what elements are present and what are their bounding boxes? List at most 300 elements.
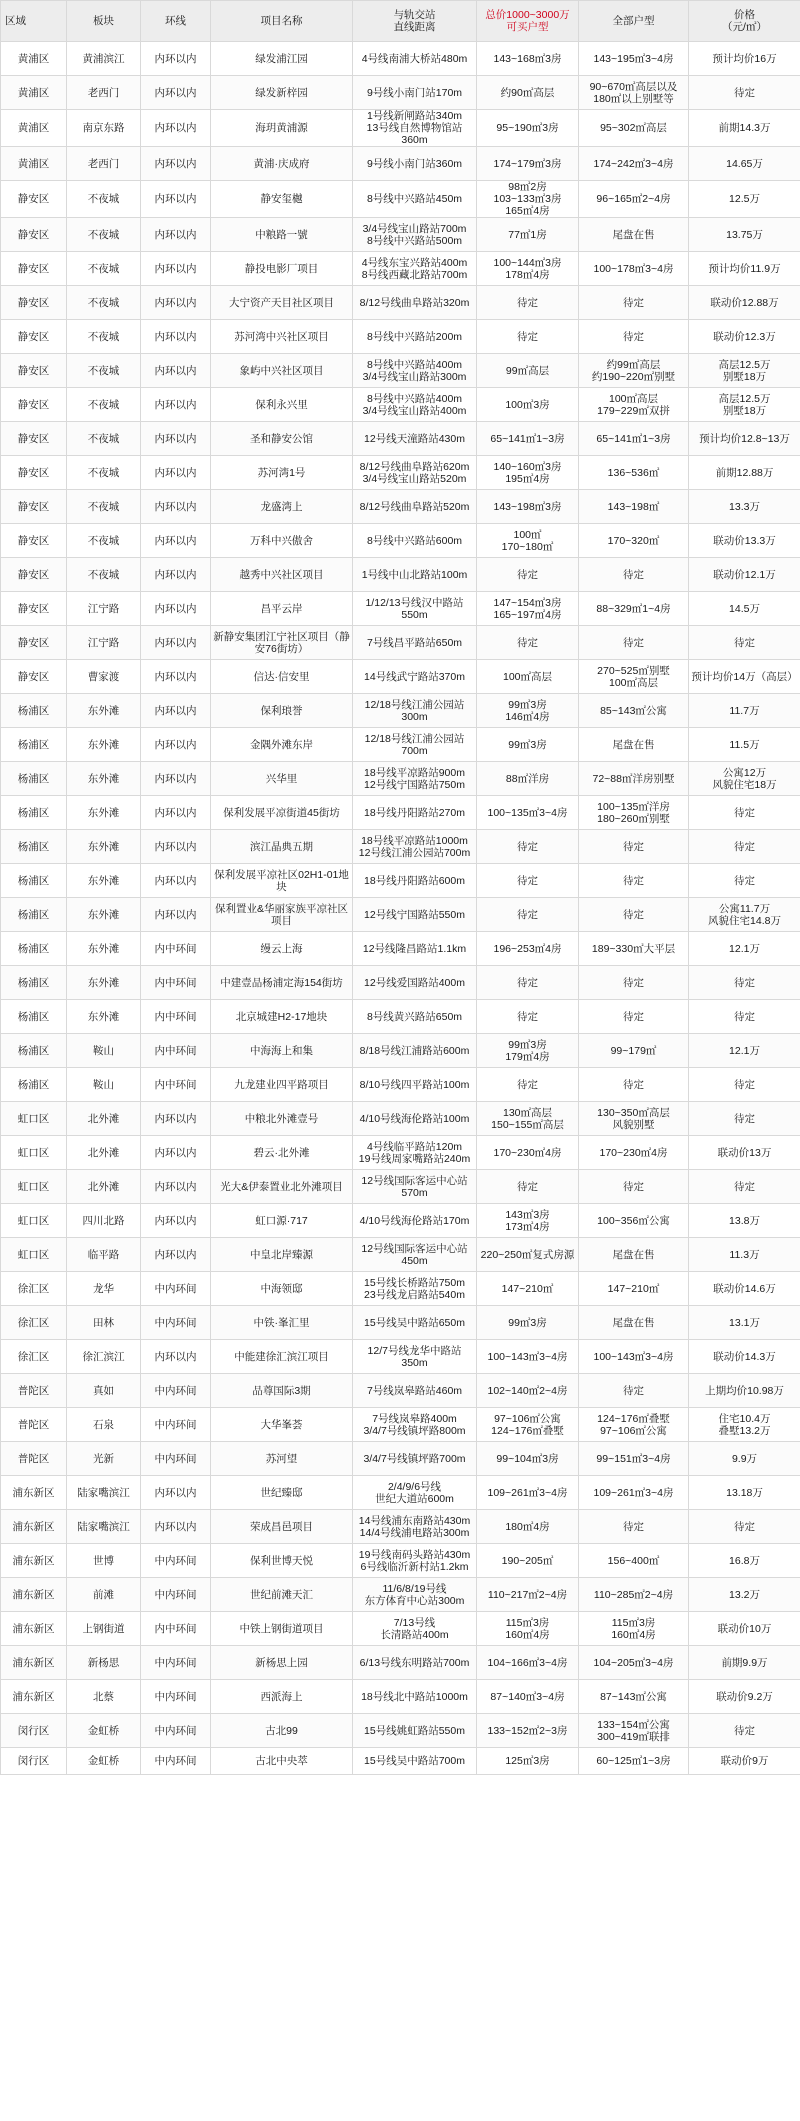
cell-sector: 不夜城 (67, 490, 141, 524)
cell-sector: 陆家嘴滨江 (67, 1510, 141, 1544)
cell-price: 13.1万 (689, 1306, 800, 1340)
cell-ring: 内环以内 (141, 728, 211, 762)
cell-sector: 不夜城 (67, 456, 141, 490)
cell-ring: 内环以内 (141, 456, 211, 490)
cell-all-types: 100~356㎡公寓 (579, 1204, 689, 1238)
cell-affordable-types: 99㎡3房 (477, 1306, 579, 1340)
cell-affordable-types: 125㎡3房 (477, 1748, 579, 1775)
cell-sector: 东外滩 (67, 864, 141, 898)
cell-price: 联动价9万 (689, 1748, 800, 1775)
table-row (1, 1170, 800, 1204)
cell-price: 联动价13万 (689, 1136, 800, 1170)
table-row (1, 728, 800, 762)
cell-metro-distance: 12/18号线江浦公园站 700m (353, 728, 477, 762)
cell-metro-distance: 7号线岚皋路站460m (353, 1374, 477, 1408)
cell-affordable-types: 99㎡3房 146㎡4房 (477, 694, 579, 728)
cell-ring: 中内环间 (141, 1680, 211, 1714)
cell-price: 联动价12.88万 (689, 286, 800, 320)
cell-price: 9.9万 (689, 1442, 800, 1476)
cell-district: 杨浦区 (1, 728, 67, 762)
cell-affordable-types: 104~166㎡3~4房 (477, 1646, 579, 1680)
cell-price: 待定 (689, 1102, 800, 1136)
cell-ring: 内环以内 (141, 592, 211, 626)
cell-metro-distance: 7号线岚皋路400m 3/4/7号线镇坪路800m (353, 1408, 477, 1442)
cell-metro-distance: 4/10号线海伦路站170m (353, 1204, 477, 1238)
cell-affordable-types: 95~190㎡3房 (477, 110, 579, 147)
cell-district: 黄浦区 (1, 76, 67, 110)
cell-sector: 不夜城 (67, 524, 141, 558)
cell-price: 公寓12万 风貌住宅18万 (689, 762, 800, 796)
cell-all-types: 174~242㎡3~4房 (579, 147, 689, 181)
cell-sector: 金虹桥 (67, 1748, 141, 1775)
cell-ring: 内环以内 (141, 694, 211, 728)
cell-metro-distance: 12号线国际客运中心站 450m (353, 1238, 477, 1272)
cell-district: 静安区 (1, 181, 67, 218)
cell-all-types: 100㎡高层 179~229㎡双拼 (579, 388, 689, 422)
header-project: 项目名称 (211, 1, 353, 42)
cell-sector: 老西门 (67, 147, 141, 181)
table-row (1, 1374, 800, 1408)
cell-ring: 内环以内 (141, 864, 211, 898)
table-row (1, 218, 800, 252)
cell-metro-distance: 18号线丹阳路站600m (353, 864, 477, 898)
cell-project: 缦云上海 (211, 932, 353, 966)
cell-sector: 徐汇滨江 (67, 1340, 141, 1374)
cell-affordable-types: 88㎡洋房 (477, 762, 579, 796)
cell-price: 待定 (689, 626, 800, 660)
cell-district: 静安区 (1, 422, 67, 456)
cell-price: 13.8万 (689, 1204, 800, 1238)
cell-ring: 中内环间 (141, 1578, 211, 1612)
cell-sector: 北外滩 (67, 1136, 141, 1170)
cell-all-types: 115㎡3房 160㎡4房 (579, 1612, 689, 1646)
cell-all-types: 130~350㎡高层 风貌别墅 (579, 1102, 689, 1136)
table-row (1, 558, 800, 592)
header-metro-distance: 与轨交站 直线距离 (353, 1, 477, 42)
cell-affordable-types: 190~205㎡ (477, 1544, 579, 1578)
cell-district: 浦东新区 (1, 1680, 67, 1714)
header-ring: 环线 (141, 1, 211, 42)
cell-metro-distance: 19号线南码头路站430m 6号线临沂新村站1.2km (353, 1544, 477, 1578)
cell-district: 静安区 (1, 354, 67, 388)
cell-ring: 内环以内 (141, 181, 211, 218)
table-row (1, 1340, 800, 1374)
cell-price: 13.2万 (689, 1578, 800, 1612)
cell-ring: 中内环间 (141, 1714, 211, 1748)
cell-all-types: 待定 (579, 898, 689, 932)
cell-district: 静安区 (1, 320, 67, 354)
cell-all-types: 待定 (579, 558, 689, 592)
table-row (1, 898, 800, 932)
cell-price: 联动价10万 (689, 1612, 800, 1646)
cell-sector: 石泉 (67, 1408, 141, 1442)
header-all-types: 全部户型 (579, 1, 689, 42)
cell-sector: 不夜城 (67, 218, 141, 252)
cell-metro-distance: 18号线平凉路站900m 12号线宁国路站750m (353, 762, 477, 796)
cell-ring: 内环以内 (141, 660, 211, 694)
cell-all-types: 待定 (579, 1170, 689, 1204)
cell-metro-distance: 12号线宁国路站550m (353, 898, 477, 932)
cell-metro-distance: 15号线姚虹路站550m (353, 1714, 477, 1748)
cell-project: 九龙建业四平路项目 (211, 1068, 353, 1102)
cell-metro-distance: 12号线天潼路站430m (353, 422, 477, 456)
cell-district: 黄浦区 (1, 110, 67, 147)
cell-ring: 内环以内 (141, 320, 211, 354)
cell-ring: 内环以内 (141, 830, 211, 864)
cell-project: 保利永兴里 (211, 388, 353, 422)
cell-affordable-types: 147~154㎡3房 165~197㎡4房 (477, 592, 579, 626)
cell-price: 待定 (689, 966, 800, 1000)
cell-project: 海玥黄浦源 (211, 110, 353, 147)
cell-affordable-types: 待定 (477, 830, 579, 864)
table-row (1, 1646, 800, 1680)
cell-ring: 内环以内 (141, 1476, 211, 1510)
cell-sector: 四川北路 (67, 1204, 141, 1238)
cell-ring: 内环以内 (141, 524, 211, 558)
cell-sector: 北外滩 (67, 1170, 141, 1204)
cell-price: 12.1万 (689, 932, 800, 966)
cell-all-types: 270~525㎡别墅 100㎡高层 (579, 660, 689, 694)
cell-affordable-types: 140~160㎡3房 195㎡4房 (477, 456, 579, 490)
cell-all-types: 待定 (579, 320, 689, 354)
cell-sector: 田林 (67, 1306, 141, 1340)
cell-ring: 内环以内 (141, 558, 211, 592)
cell-district: 浦东新区 (1, 1612, 67, 1646)
table-row (1, 147, 800, 181)
cell-ring: 内中环间 (141, 1000, 211, 1034)
cell-project: 品尊国际3期 (211, 1374, 353, 1408)
cell-affordable-types: 180㎡4房 (477, 1510, 579, 1544)
cell-price: 13.75万 (689, 218, 800, 252)
cell-sector: 上钢街道 (67, 1612, 141, 1646)
cell-sector: 东外滩 (67, 796, 141, 830)
cell-sector: 东外滩 (67, 898, 141, 932)
cell-district: 静安区 (1, 592, 67, 626)
cell-district: 静安区 (1, 660, 67, 694)
cell-ring: 内环以内 (141, 1136, 211, 1170)
cell-project: 新静安集团江宁社区项目（静安76街坊） (211, 626, 353, 660)
cell-sector: 南京东路 (67, 110, 141, 147)
cell-project: 苏河望 (211, 1442, 353, 1476)
cell-price: 预计均价16万 (689, 42, 800, 76)
cell-price: 上期均价10.98万 (689, 1374, 800, 1408)
cell-ring: 内环以内 (141, 422, 211, 456)
cell-project: 中海海上和集 (211, 1034, 353, 1068)
table-row (1, 286, 800, 320)
cell-ring: 内中环间 (141, 932, 211, 966)
table-row (1, 1102, 800, 1136)
cell-price: 待定 (689, 76, 800, 110)
cell-sector: 不夜城 (67, 388, 141, 422)
table-row (1, 694, 800, 728)
cell-all-types: 99~179㎡ (579, 1034, 689, 1068)
cell-sector: 鞍山 (67, 1068, 141, 1102)
cell-district: 徐汇区 (1, 1340, 67, 1374)
cell-affordable-types: 115㎡3房 160㎡4房 (477, 1612, 579, 1646)
table-row (1, 626, 800, 660)
cell-sector: 金虹桥 (67, 1714, 141, 1748)
cell-all-types: 60~125㎡1~3房 (579, 1748, 689, 1775)
cell-ring: 内环以内 (141, 388, 211, 422)
cell-project: 中铁上钢街道项目 (211, 1612, 353, 1646)
cell-all-types: 待定 (579, 864, 689, 898)
table-row (1, 1510, 800, 1544)
cell-all-types: 96~165㎡2~4房 (579, 181, 689, 218)
cell-district: 杨浦区 (1, 694, 67, 728)
cell-metro-distance: 8号线中兴路站450m (353, 181, 477, 218)
cell-ring: 内环以内 (141, 796, 211, 830)
cell-project: 苏河湾1号 (211, 456, 353, 490)
cell-metro-distance: 8/10号线四平路站100m (353, 1068, 477, 1102)
table-row (1, 796, 800, 830)
cell-ring: 内环以内 (141, 76, 211, 110)
table-header-row (1, 1, 800, 42)
cell-district: 浦东新区 (1, 1476, 67, 1510)
cell-metro-distance: 2/4/9/6号线 世纪大道站600m (353, 1476, 477, 1510)
cell-sector: 江宁路 (67, 592, 141, 626)
table-row (1, 76, 800, 110)
table-row (1, 354, 800, 388)
cell-project: 保利发展平凉街道45街坊 (211, 796, 353, 830)
cell-district: 静安区 (1, 388, 67, 422)
cell-price: 预计均价14万（高层） (689, 660, 800, 694)
cell-project: 荣成昌邑项目 (211, 1510, 353, 1544)
cell-affordable-types: 174~179㎡3房 (477, 147, 579, 181)
cell-price: 11.5万 (689, 728, 800, 762)
cell-project: 越秀中兴社区项目 (211, 558, 353, 592)
cell-project: 中铁·峯汇里 (211, 1306, 353, 1340)
cell-metro-distance: 7/13号线 长清路站400m (353, 1612, 477, 1646)
cell-affordable-types: 约90㎡高层 (477, 76, 579, 110)
cell-all-types: 65~141㎡1~3房 (579, 422, 689, 456)
cell-ring: 中内环间 (141, 1442, 211, 1476)
cell-all-types: 99~151㎡3~4房 (579, 1442, 689, 1476)
cell-district: 普陀区 (1, 1374, 67, 1408)
cell-all-types: 待定 (579, 626, 689, 660)
cell-project: 西派海上 (211, 1680, 353, 1714)
table-row (1, 320, 800, 354)
cell-metro-distance: 8号线中兴路站200m (353, 320, 477, 354)
cell-metro-distance: 8号线中兴路站400m 3/4号线宝山路站400m (353, 388, 477, 422)
cell-sector: 不夜城 (67, 558, 141, 592)
table-row (1, 1748, 800, 1775)
cell-sector: 江宁路 (67, 626, 141, 660)
cell-ring: 中内环间 (141, 1544, 211, 1578)
cell-price: 待定 (689, 830, 800, 864)
cell-project: 虹口源·717 (211, 1204, 353, 1238)
cell-district: 浦东新区 (1, 1578, 67, 1612)
cell-district: 闵行区 (1, 1748, 67, 1775)
cell-sector: 临平路 (67, 1238, 141, 1272)
cell-project: 大宁资产天目社区项目 (211, 286, 353, 320)
cell-project: 黄浦·庆成府 (211, 147, 353, 181)
cell-affordable-types: 100㎡3房 (477, 388, 579, 422)
cell-district: 静安区 (1, 456, 67, 490)
cell-all-types: 尾盘在售 (579, 728, 689, 762)
cell-price: 高层12.5万 别墅18万 (689, 388, 800, 422)
cell-all-types: 156~400㎡ (579, 1544, 689, 1578)
cell-sector: 光新 (67, 1442, 141, 1476)
cell-metro-distance: 8/18号线江浦路站600m (353, 1034, 477, 1068)
cell-price: 16.8万 (689, 1544, 800, 1578)
cell-affordable-types: 98㎡2房 103~133㎡3房 165㎡4房 (477, 181, 579, 218)
table-row (1, 592, 800, 626)
cell-metro-distance: 1号线中山北路站100m (353, 558, 477, 592)
cell-district: 静安区 (1, 286, 67, 320)
cell-district: 杨浦区 (1, 796, 67, 830)
cell-affordable-types: 65~141㎡1~3房 (477, 422, 579, 456)
cell-district: 杨浦区 (1, 1034, 67, 1068)
cell-all-types: 136~536㎡ (579, 456, 689, 490)
cell-sector: 不夜城 (67, 252, 141, 286)
cell-district: 普陀区 (1, 1408, 67, 1442)
cell-price: 预计均价11.9万 (689, 252, 800, 286)
cell-affordable-types: 130㎡高层 150~155㎡高层 (477, 1102, 579, 1136)
cell-ring: 内环以内 (141, 147, 211, 181)
cell-all-types: 尾盘在售 (579, 1238, 689, 1272)
cell-metro-distance: 4号线东宝兴路站400m 8号线西藏北路站700m (353, 252, 477, 286)
table-row (1, 1578, 800, 1612)
cell-affordable-types: 110~217㎡2~4房 (477, 1578, 579, 1612)
cell-affordable-types: 待定 (477, 1170, 579, 1204)
cell-all-types: 约99㎡高层 约190~220㎡别墅 (579, 354, 689, 388)
cell-sector: 不夜城 (67, 354, 141, 388)
cell-price: 14.65万 (689, 147, 800, 181)
cell-all-types: 100~143㎡3~4房 (579, 1340, 689, 1374)
cell-all-types: 100~178㎡3~4房 (579, 252, 689, 286)
table-row (1, 1136, 800, 1170)
cell-sector: 真如 (67, 1374, 141, 1408)
cell-metro-distance: 12号线国际客运中心站 570m (353, 1170, 477, 1204)
cell-district: 静安区 (1, 558, 67, 592)
cell-district: 虹口区 (1, 1204, 67, 1238)
cell-metro-distance: 14号线浦东南路站430m 14/4号线浦电路站300m (353, 1510, 477, 1544)
cell-price: 高层12.5万 别墅18万 (689, 354, 800, 388)
table-row (1, 1408, 800, 1442)
cell-ring: 中内环间 (141, 1408, 211, 1442)
table-row (1, 181, 800, 218)
cell-all-types: 133~154㎡公寓 300~419㎡联排 (579, 1714, 689, 1748)
cell-affordable-types: 109~261㎡3~4房 (477, 1476, 579, 1510)
cell-price: 待定 (689, 1170, 800, 1204)
cell-price: 13.18万 (689, 1476, 800, 1510)
table-row (1, 830, 800, 864)
cell-metro-distance: 8/12号线曲阜路站320m (353, 286, 477, 320)
cell-sector: 东外滩 (67, 966, 141, 1000)
table-row (1, 1204, 800, 1238)
cell-price: 前期12.88万 (689, 456, 800, 490)
cell-district: 虹口区 (1, 1238, 67, 1272)
cell-project: 金隅外滩东岸 (211, 728, 353, 762)
cell-all-types: 147~210㎡ (579, 1272, 689, 1306)
table-row (1, 1068, 800, 1102)
cell-metro-distance: 15号线吴中路站700m (353, 1748, 477, 1775)
table-row (1, 1306, 800, 1340)
cell-price: 12.1万 (689, 1034, 800, 1068)
table-row (1, 110, 800, 147)
table-row (1, 524, 800, 558)
cell-affordable-types: 待定 (477, 320, 579, 354)
cell-affordable-types: 待定 (477, 898, 579, 932)
cell-project: 万科中兴傲舍 (211, 524, 353, 558)
cell-project: 世纪前滩天汇 (211, 1578, 353, 1612)
cell-district: 虹口区 (1, 1170, 67, 1204)
table-row (1, 660, 800, 694)
cell-sector: 不夜城 (67, 320, 141, 354)
cell-affordable-types: 100~144㎡3房 178㎡4房 (477, 252, 579, 286)
cell-price: 联动价14.3万 (689, 1340, 800, 1374)
cell-all-types: 143~198㎡ (579, 490, 689, 524)
table-row (1, 388, 800, 422)
cell-all-types: 170~320㎡ (579, 524, 689, 558)
cell-price: 预计均价12.8~13万 (689, 422, 800, 456)
cell-sector: 北外滩 (67, 1102, 141, 1136)
cell-project: 中海领邸 (211, 1272, 353, 1306)
cell-affordable-types: 220~250㎡复式房源 (477, 1238, 579, 1272)
cell-price: 13.3万 (689, 490, 800, 524)
cell-district: 杨浦区 (1, 898, 67, 932)
cell-affordable-types: 待定 (477, 286, 579, 320)
cell-affordable-types: 77㎡1房 (477, 218, 579, 252)
cell-metro-distance: 4号线临平路站120m 19号线周家嘴路站240m (353, 1136, 477, 1170)
cell-all-types: 100~135㎡洋房 180~260㎡别墅 (579, 796, 689, 830)
cell-project: 中粮路一號 (211, 218, 353, 252)
cell-price: 待定 (689, 1000, 800, 1034)
cell-sector: 前滩 (67, 1578, 141, 1612)
table-row (1, 1442, 800, 1476)
cell-all-types: 87~143㎡公寓 (579, 1680, 689, 1714)
cell-project: 龙盛湾上 (211, 490, 353, 524)
cell-project: 世纪臻邸 (211, 1476, 353, 1510)
table-row (1, 932, 800, 966)
cell-ring: 内环以内 (141, 1204, 211, 1238)
cell-project: 象屿中兴社区项目 (211, 354, 353, 388)
cell-sector: 黄浦滨江 (67, 42, 141, 76)
cell-district: 静安区 (1, 524, 67, 558)
cell-all-types: 待定 (579, 1510, 689, 1544)
cell-project: 中建壹品杨浦定海154街坊 (211, 966, 353, 1000)
cell-affordable-types: 待定 (477, 626, 579, 660)
table-row (1, 762, 800, 796)
cell-sector: 陆家嘴滨江 (67, 1476, 141, 1510)
cell-price: 待定 (689, 1510, 800, 1544)
cell-metro-distance: 8/12号线曲阜路站520m (353, 490, 477, 524)
cell-district: 静安区 (1, 626, 67, 660)
cell-all-types: 72~88㎡洋房别墅 (579, 762, 689, 796)
cell-affordable-types: 99㎡3房 (477, 728, 579, 762)
cell-sector: 东外滩 (67, 1000, 141, 1034)
cell-metro-distance: 12/18号线江浦公园站 300m (353, 694, 477, 728)
cell-ring: 中内环间 (141, 1272, 211, 1306)
cell-all-types: 待定 (579, 966, 689, 1000)
cell-project: 中能建徐汇滨江项目 (211, 1340, 353, 1374)
cell-ring: 内环以内 (141, 1170, 211, 1204)
cell-ring: 内环以内 (141, 252, 211, 286)
cell-price: 联动价13.3万 (689, 524, 800, 558)
table-row (1, 1000, 800, 1034)
cell-district: 杨浦区 (1, 864, 67, 898)
cell-project: 保利琅誉 (211, 694, 353, 728)
cell-project: 绿发浦江园 (211, 42, 353, 76)
cell-district: 杨浦区 (1, 1068, 67, 1102)
cell-all-types: 88~329㎡1~4房 (579, 592, 689, 626)
cell-project: 碧云·北外滩 (211, 1136, 353, 1170)
cell-affordable-types: 99㎡3房 179㎡4房 (477, 1034, 579, 1068)
cell-ring: 内中环间 (141, 1034, 211, 1068)
cell-affordable-types: 100㎡高层 (477, 660, 579, 694)
cell-all-types: 143~195㎡3~4房 (579, 42, 689, 76)
cell-all-types: 尾盘在售 (579, 218, 689, 252)
